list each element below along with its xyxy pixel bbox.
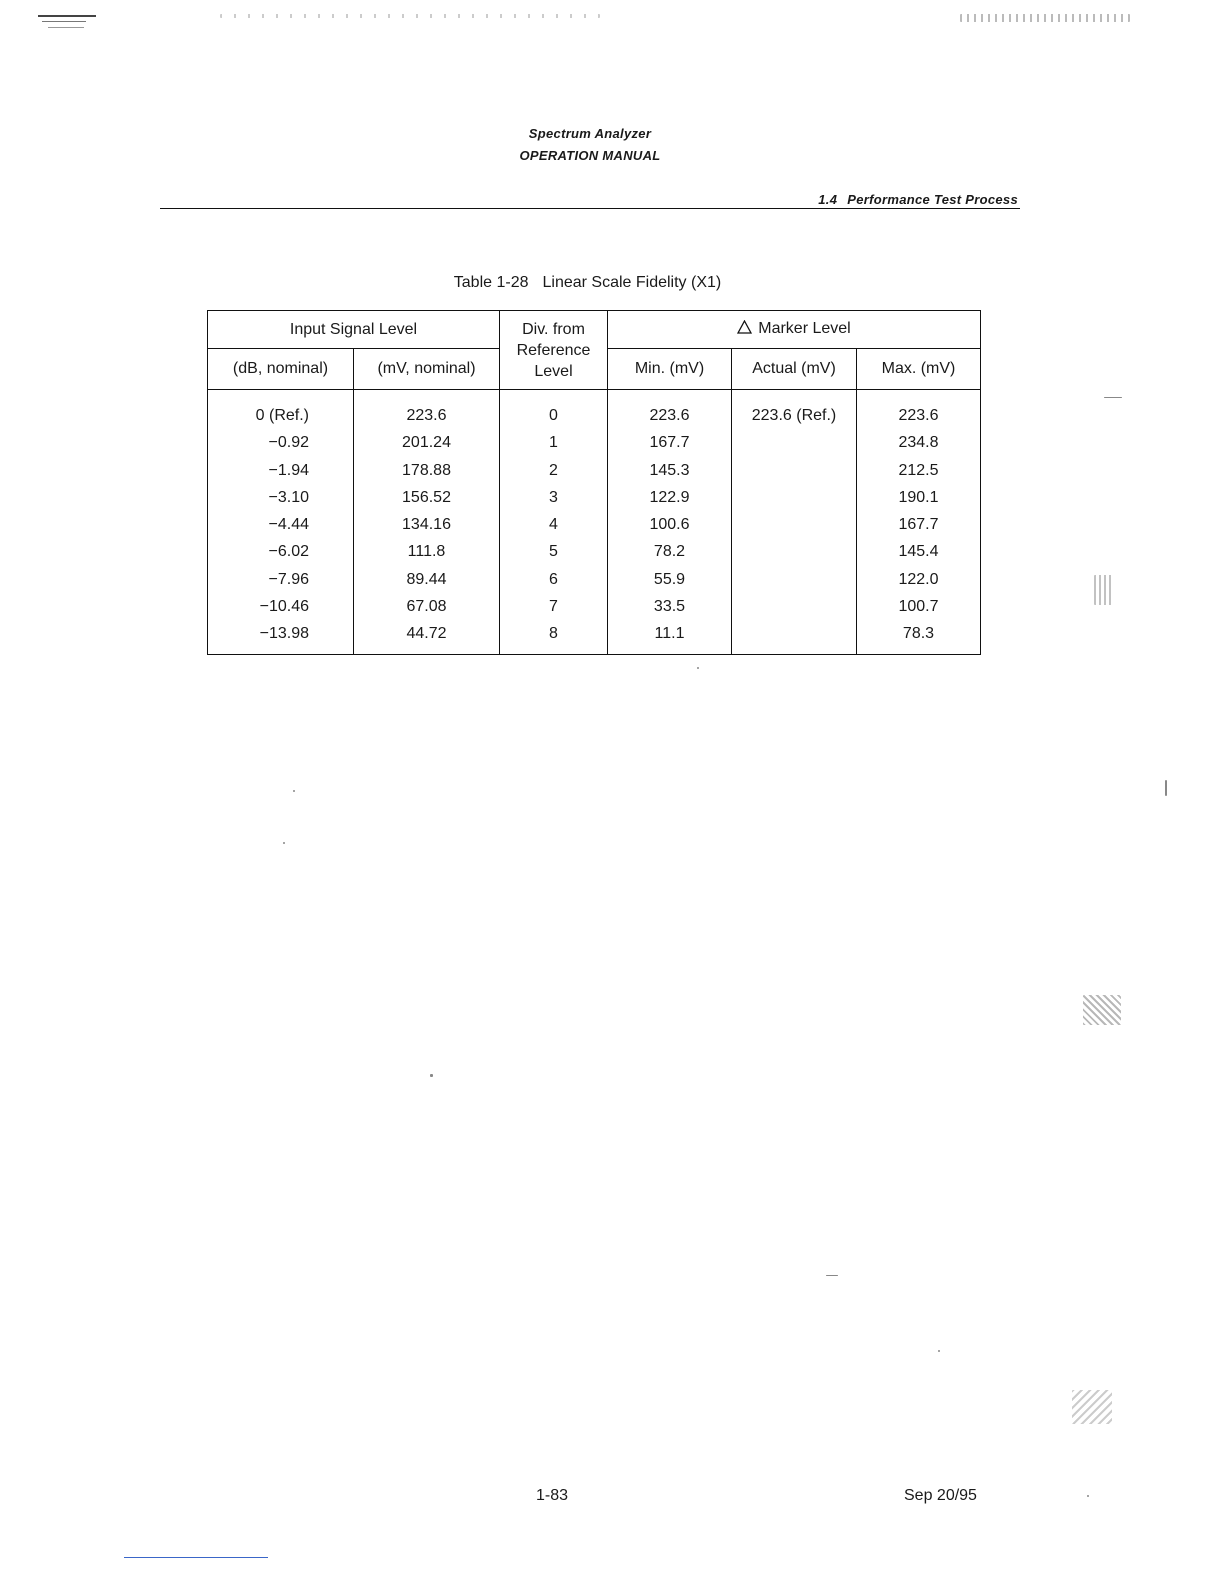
min-value: 122.9 [649,488,690,506]
actual-value [732,538,856,565]
mv-value: 89.44 [406,570,447,588]
div-value: 4 [549,516,558,534]
div-value: 7 [549,598,558,616]
mv-column [354,390,500,655]
min-value: 78.2 [653,543,686,561]
page-number: 1-83 [536,1487,569,1504]
header-rule [160,208,1020,209]
marker-level-label: Marker Level [758,320,851,337]
mv-value: 178.88 [402,461,451,479]
max-value: 100.7 [898,598,939,616]
actual-column [732,390,857,655]
mv-value: 111.8 [407,543,446,561]
min-value: 167.7 [649,434,690,452]
max-value: 167.7 [898,516,939,534]
div-value: 8 [549,625,558,643]
min-value: 100.6 [649,516,690,534]
table-caption [0,274,1175,292]
scan-speck [293,790,295,792]
max-mv-header: Max. (mV) [857,349,981,390]
scan-speck [938,1350,940,1352]
mv-value: 134.16 [402,516,451,534]
max-value: 145.4 [898,543,939,561]
min-value: 145.3 [649,461,690,479]
scan-speck [1072,1390,1112,1424]
scan-speck [430,1074,433,1077]
div-value: 2 [549,461,558,479]
mv-value: 223.6 [406,407,447,424]
mv-nominal-header: (mV, nominal) [354,349,500,390]
db-value: 0 (Ref.) [255,407,309,424]
scan-speck [1083,995,1121,1025]
db-value: −7.96 [268,570,309,588]
div-value: 1 [549,434,558,452]
section-heading [818,192,1018,207]
min-mv-header: Min. (mV) [608,349,732,390]
db-column [208,390,354,655]
div-value: 6 [549,570,558,588]
div-header-line-1: Div. from [522,320,585,338]
scan-logo-mark [38,13,98,35]
actual-value: 223.6 (Ref.) [751,407,837,424]
actual-value [732,620,856,647]
section-title: Performance Test Process [847,192,1018,207]
scan-speck [826,1275,838,1276]
actual-value [732,457,856,484]
max-value: 78.3 [902,625,935,643]
div-value: 5 [549,543,558,561]
delta-icon [737,320,752,339]
db-nominal-header: (dB, nominal) [208,349,354,390]
manual-subtitle: OPERATION MANUAL [519,148,661,163]
max-value: 234.8 [898,434,939,452]
actual-value [732,593,856,620]
db-value: −6.02 [268,543,309,561]
scan-speck [697,667,699,669]
db-value: −1.94 [268,461,309,479]
mv-value: 156.52 [402,488,451,506]
db-value: −0.92 [268,434,309,452]
section-number: 1.4 [818,192,838,207]
div-header-line-2: Reference [516,341,591,359]
actual-value [732,484,856,511]
scan-speck [283,842,285,844]
min-value: 33.5 [653,598,686,616]
mv-value: 201.24 [402,434,451,452]
actual-mv-header: Actual (mV) [732,349,857,390]
marker-level-header [608,311,981,349]
div-from-reference-header [500,311,608,390]
db-value: −3.10 [268,488,309,506]
scan-speck [1104,397,1122,398]
db-value: −4.44 [268,516,309,534]
scan-speck [220,14,600,18]
db-value: −10.46 [259,598,309,616]
min-value: 55.9 [653,570,686,588]
div-header-line-3: Level [534,362,573,380]
scan-speck [960,14,1130,22]
table-title: Linear Scale Fidelity (X1) [542,274,722,291]
actual-value [732,566,856,593]
max-value: 190.1 [898,488,939,506]
scan-speck [1087,1495,1089,1497]
div-value: 3 [549,488,558,506]
div-column [500,390,608,655]
linear-scale-fidelity-table [207,310,981,655]
table-number: Table 1-28 [453,274,529,291]
max-value: 223.6 [898,407,939,424]
scan-speck [1165,780,1167,796]
db-value: −13.98 [259,625,309,643]
actual-value [732,429,856,456]
actual-value [732,511,856,538]
revision-date: Sep 20/95 [904,1487,977,1504]
input-signal-level-header: Input Signal Level [208,311,500,349]
min-column [608,390,732,655]
mv-value: 44.72 [406,625,447,643]
mv-value: 67.08 [406,598,447,616]
scan-speck [1094,575,1112,605]
max-value: 212.5 [898,461,939,479]
scan-edge-line [124,1557,268,1558]
min-value: 223.6 [649,407,690,424]
manual-title: Spectrum Analyzer [528,126,652,141]
max-value: 122.0 [898,570,939,588]
min-value: 11.1 [654,625,685,643]
div-value: 0 [549,407,558,424]
max-column [857,390,981,655]
